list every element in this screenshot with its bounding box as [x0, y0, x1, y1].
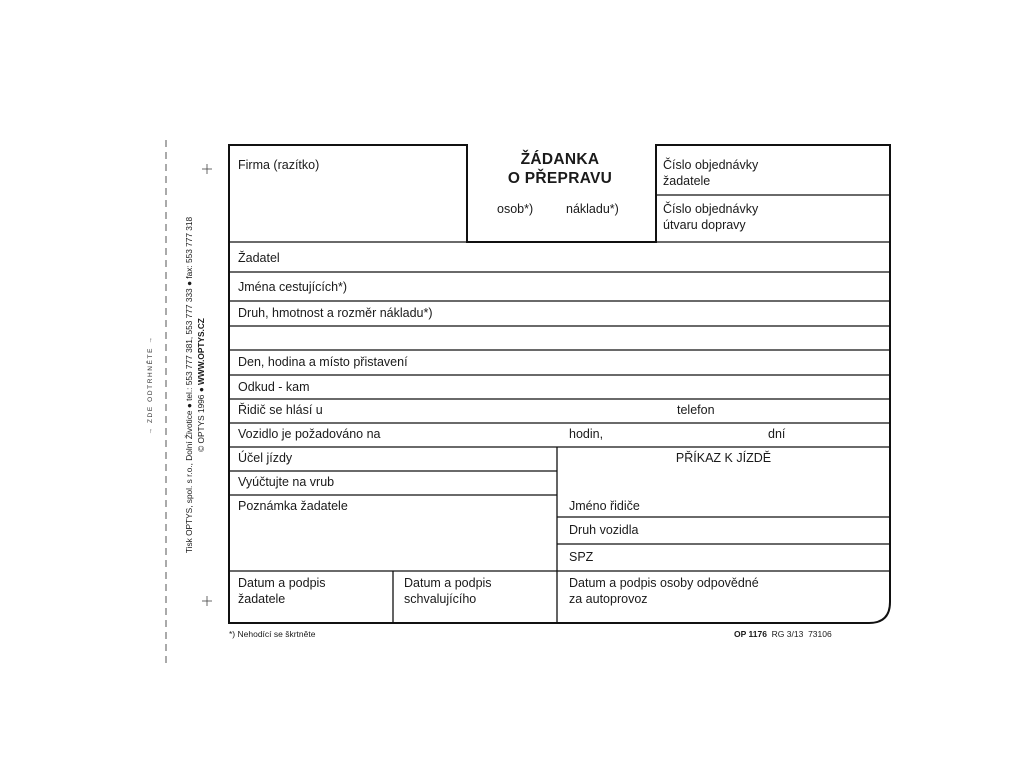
pickup-field[interactable]: Den, hodina a místo přistavení	[238, 355, 408, 369]
applicant-field[interactable]: Žadatel	[238, 251, 280, 265]
title-line-1: ŽÁDANKA	[520, 151, 600, 168]
driver-name-field[interactable]: Jméno řidiče	[569, 499, 640, 513]
firm-stamp-field[interactable]: Firma (razítko)	[238, 158, 320, 172]
crop-mark-bottom	[202, 596, 212, 606]
vehicle-type-field[interactable]: Druh vozidla	[569, 523, 639, 537]
copyright-text: © OPTYS 1996	[196, 394, 206, 452]
billing-field[interactable]: Vyúčtujte na vrub	[238, 475, 335, 489]
from-to-field[interactable]: Odkud - kam	[238, 380, 310, 394]
option-persons[interactable]: osob*)	[497, 202, 534, 216]
form-number: 73106	[808, 629, 832, 639]
days-field[interactable]: dní	[768, 427, 786, 441]
applicant-signature-field[interactable]	[238, 575, 326, 607]
form-code-line	[734, 629, 832, 640]
form-code: OP 1176	[734, 629, 767, 639]
hours-field[interactable]: hodin,	[569, 427, 604, 441]
order-label-line-2: žadatele	[663, 174, 711, 188]
transport-label-line-1: Číslo objednávky	[663, 202, 759, 216]
fleet-signature-line-2: za autoprovoz	[569, 592, 648, 606]
applicant-signature-line-1: Datum a podpis	[238, 576, 326, 590]
passenger-names-field[interactable]: Jména cestujících*)	[238, 280, 348, 294]
approver-signature-field[interactable]	[404, 575, 492, 607]
trip-order-heading: PŘÍKAZ K JÍZDĚ	[675, 451, 772, 465]
form-frame	[229, 145, 890, 623]
option-cargo[interactable]: nákladu*)	[566, 202, 619, 216]
fleet-signature-line-1: Datum a podpis osoby odpovědné	[569, 576, 759, 590]
printer-info: Tisk OPTYS, spol. s r.o., Dolní Životice ● tel.: 553 777 381, 553 777 333 ● fax: 553 777 318	[184, 216, 194, 554]
applicant-order-number-field[interactable]	[663, 157, 758, 189]
fleet-signature-field[interactable]	[569, 575, 759, 607]
cut-here-label: → ZDE ODTRHNĚTE →	[147, 335, 154, 435]
applicant-note-field[interactable]: Poznámka žadatele	[238, 499, 348, 513]
footnote: *) Nehodící se škrtněte	[229, 629, 316, 639]
vehicle-required-field[interactable]: Vozidlo je požadováno na	[238, 427, 381, 441]
trip-purpose-field[interactable]: Účel jízdy	[238, 451, 293, 465]
transport-label-line-2: útvaru dopravy	[663, 218, 746, 232]
approver-signature-line-1: Datum a podpis	[404, 576, 492, 590]
crop-mark-top	[202, 164, 212, 174]
driver-reports-field[interactable]: Řidič se hlásí u	[238, 403, 323, 417]
form-title	[470, 150, 650, 188]
approver-signature-line-2: schvalujícího	[404, 592, 477, 606]
form-revision: RG 3/13	[771, 629, 804, 639]
applicant-signature-line-2: žadatele	[238, 592, 286, 606]
title-line-2: O PŘEPRAVU	[507, 170, 613, 187]
cargo-details-field[interactable]: Druh, hmotnost a rozměr nákladu*)	[238, 306, 433, 320]
order-label-line-1: Číslo objednávky	[663, 158, 759, 172]
publisher-line	[194, 175, 208, 595]
phone-field[interactable]: telefon	[677, 403, 715, 417]
website-text: ● WWW.OPTYS.CZ	[196, 318, 206, 393]
plate-field[interactable]: SPZ	[569, 550, 594, 564]
transport-order-number-field[interactable]	[663, 201, 758, 233]
